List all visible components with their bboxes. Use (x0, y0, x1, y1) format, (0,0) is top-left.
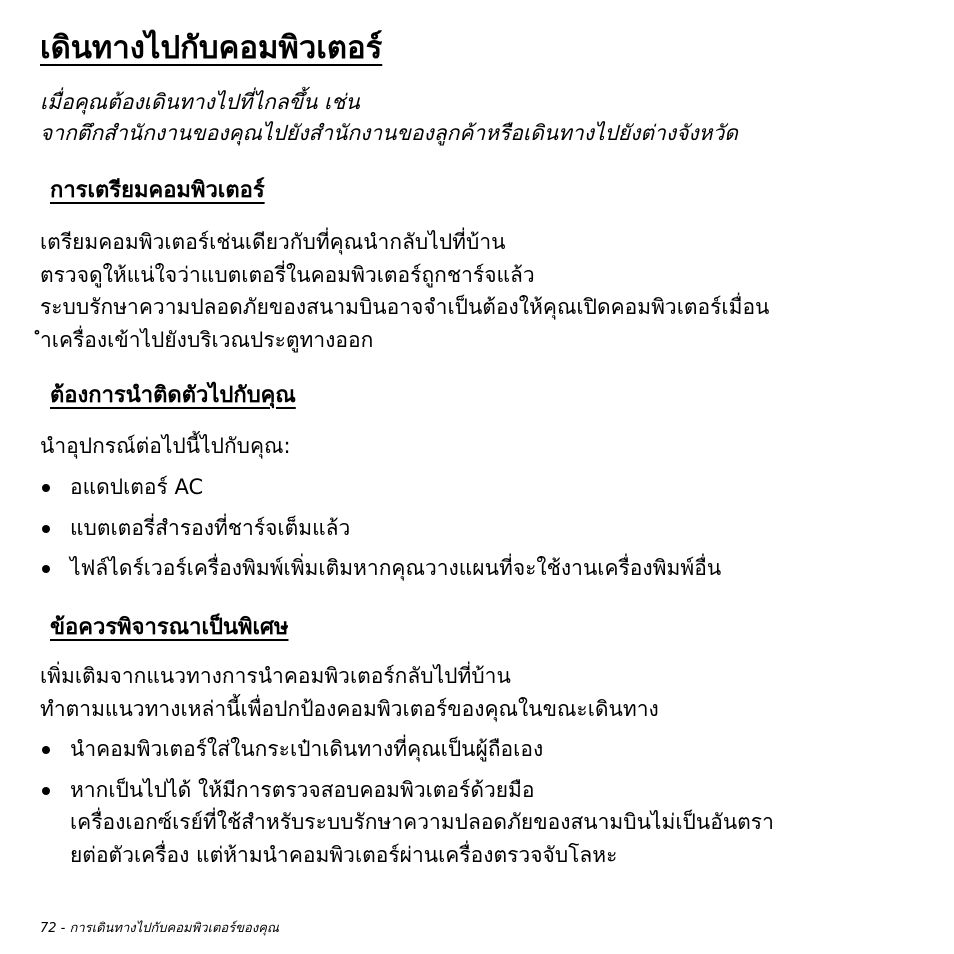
section-heading-what-to-bring: ต้องการนำติดตัวไปกับคุณ (50, 383, 296, 408)
bullet-icon (42, 525, 50, 533)
bring-list (40, 471, 721, 585)
intro-text (40, 87, 738, 149)
list-item: นำคอมพิวเตอร์ใส่ในกระเป๋าเดินทางที่คุณเป็นผู้ถือเอง (40, 733, 774, 766)
considerations-list (40, 733, 774, 871)
section-paragraph-preparing (40, 226, 769, 356)
list-item: ไฟล์ไดร์เวอร์เครื่องพิมพ์เพิ่มเติมหากคุณวางแผนที่จะใช้งานเครื่องพิมพ์อื่น (40, 552, 721, 585)
page-title: เดินทางไปกับคอมพิวเตอร์ (40, 30, 383, 66)
bullet-icon (42, 787, 50, 795)
paragraph-line: นำอุปกรณ์ต่อไปนี้ไปกับคุณ: (40, 434, 291, 458)
bullet-icon (42, 746, 50, 754)
paragraph-line: ระบบรักษาความปลอดภัยของสนามบินอาจจำเป็นต้องให้คุณเปิดคอมพิวเตอร์เมื่อน (40, 295, 770, 319)
bullet-icon (42, 565, 50, 573)
list-item: แบตเตอรี่สำรองที่ชาร์จเต็มแล้ว (40, 512, 721, 545)
paragraph-line: เพิ่มเติมจากแนวทางการนำคอมพิวเตอร์กลับไปที่บ้าน (40, 664, 511, 688)
bullet-icon (42, 484, 50, 492)
intro-line: เมื่อคุณต้องเดินทางไปที่ไกลขึ้น เช่น (40, 90, 360, 114)
paragraph-line: ทำตามแนวทางเหล่านี้เพื่อปกป้องคอมพิวเตอร์ของคุณในขณะเดินทาง (40, 696, 659, 721)
paragraph-line: ำเครื่องเข้าไปยังบริเวณประตูทางออก (40, 327, 374, 352)
list-item: หากเป็นไปได้ ให้มีการตรวจสอบคอมพิวเตอร์ด้วยมือ เครื่องเอกซ์เรย์ที่ใช้สำหรับระบบรักษาความปลอดภัยของสนามบินไม่เป็นอันตรา ยต่อตัวเครื่อง แต่ห้ามนำคอมพิวเตอร์ผ่านเครื่องตรวจจับโลหะ (40, 774, 774, 872)
paragraph-line: ตรวจดูให้แน่ใจว่าแบตเตอรี่ในคอมพิวเตอร์ถูกชาร์จแล้ว (40, 262, 535, 287)
page-footer: 72 - การเดินทางไปกับคอมพิวเตอร์ของคุณ (40, 921, 279, 936)
section-heading-special-considerations: ข้อควรพิจารณาเป็นพิเศษ (50, 615, 289, 640)
section-paragraph-what-to-bring (40, 430, 291, 463)
intro-line: จากตึกสำนักงานของคุณไปยังสำนักงานของลูกค้าหรือเดินทางไปยังต่างจังหวัด (40, 121, 738, 145)
list-item: อแดปเตอร์ AC (40, 471, 721, 504)
section-paragraph-special-considerations (40, 660, 659, 725)
section-heading-preparing: การเตรียมคอมพิวเตอร์ (50, 178, 265, 203)
paragraph-line: เตรียมคอมพิวเตอร์เช่นเดียวกับที่คุณนำกลับไปที่บ้าน (40, 230, 506, 254)
